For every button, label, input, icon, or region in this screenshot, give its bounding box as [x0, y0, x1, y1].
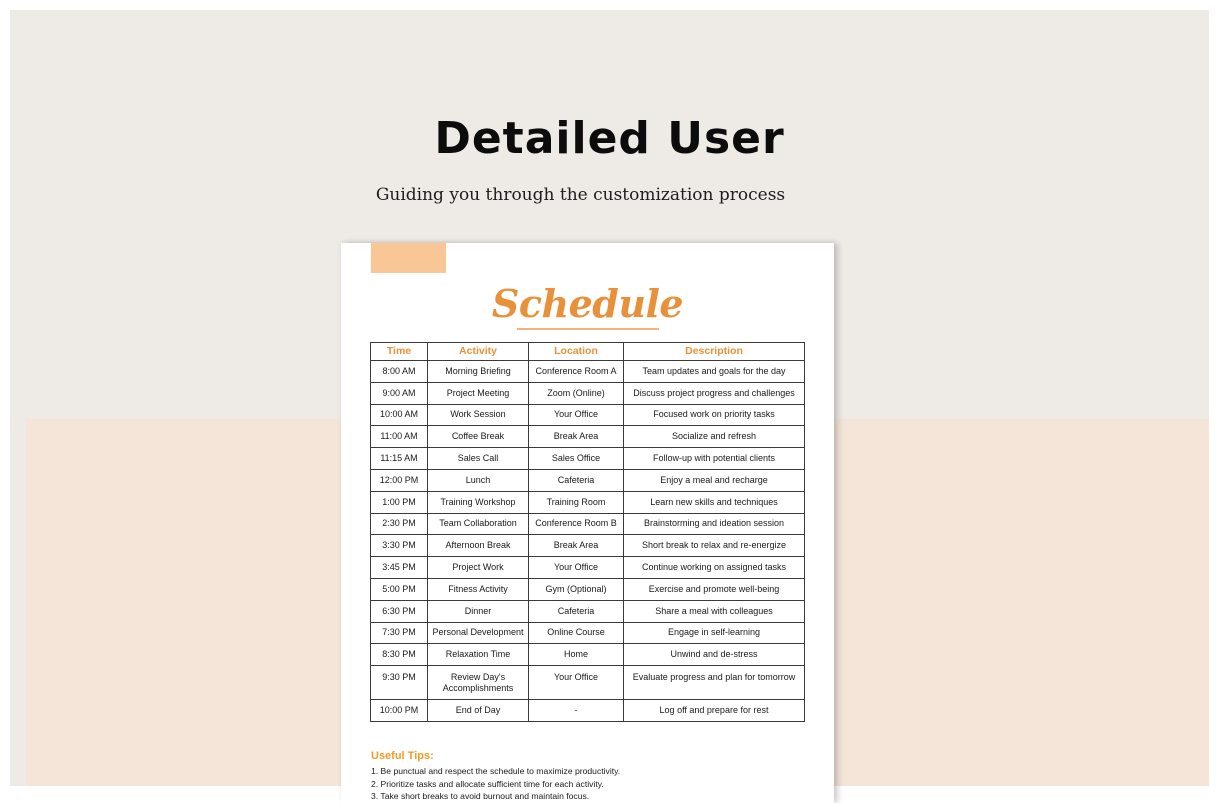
cell-activity: Review Day's Accomplishments	[428, 666, 529, 700]
header-description: Description	[624, 343, 805, 361]
cell-activity: Work Session	[428, 404, 529, 426]
cell-location: Online Course	[529, 622, 624, 644]
cell-activity: Fitness Activity	[428, 578, 529, 600]
schedule-table	[370, 342, 805, 722]
cell-activity: Personal Development	[428, 622, 529, 644]
cell-activity: Morning Briefing	[428, 361, 529, 383]
table-row	[371, 448, 805, 470]
cell-location: Break Area	[529, 535, 624, 557]
table-row	[371, 644, 805, 666]
table-row	[371, 578, 805, 600]
cell-activity: Dinner	[428, 600, 529, 622]
table-row	[371, 382, 805, 404]
cell-description: Focused work on priority tasks	[624, 404, 805, 426]
table-row	[371, 469, 805, 491]
cell-time: 11:15 AM	[371, 448, 428, 470]
table-row	[371, 513, 805, 535]
cell-time: 10:00 AM	[371, 404, 428, 426]
cell-activity: Sales Call	[428, 448, 529, 470]
tip-item: 1. Be punctual and respect the schedule to maximize productivity.	[371, 766, 621, 776]
cell-time: 8:30 PM	[371, 644, 428, 666]
cell-time: 3:45 PM	[371, 557, 428, 579]
cell-time: 1:00 PM	[371, 491, 428, 513]
table-header-row	[371, 343, 805, 361]
cell-time: 5:00 PM	[371, 578, 428, 600]
cell-location: Your Office	[529, 404, 624, 426]
cell-description: Exercise and promote well-being	[624, 578, 805, 600]
cell-activity: End of Day	[428, 700, 529, 722]
schedule-document	[341, 243, 834, 803]
cell-time: 10:00 PM	[371, 700, 428, 722]
cell-location: Sales Office	[529, 448, 624, 470]
cell-activity: Coffee Break	[428, 426, 529, 448]
cell-location: Your Office	[529, 557, 624, 579]
preview-frame	[10, 10, 1209, 801]
cell-location: Conference Room B	[529, 513, 624, 535]
cell-location: Gym (Optional)	[529, 578, 624, 600]
cell-description: Discuss project progress and challenges	[624, 382, 805, 404]
cell-activity: Project Meeting	[428, 382, 529, 404]
cell-activity: Project Work	[428, 557, 529, 579]
cell-location: Home	[529, 644, 624, 666]
cell-location: Zoom (Online)	[529, 382, 624, 404]
table-row	[371, 491, 805, 513]
cell-location: Cafeteria	[529, 600, 624, 622]
table-row	[371, 426, 805, 448]
cell-description: Continue working on assigned tasks	[624, 557, 805, 579]
cell-activity: Training Workshop	[428, 491, 529, 513]
document-title: Schedule	[491, 281, 684, 326]
table-row	[371, 700, 805, 722]
table-row	[371, 600, 805, 622]
cell-location: Your Office	[529, 666, 624, 700]
cell-time: 7:30 PM	[371, 622, 428, 644]
header-time: Time	[371, 343, 428, 361]
cell-time: 3:30 PM	[371, 535, 428, 557]
hero-title: Detailed User	[434, 113, 785, 164]
tips-list	[371, 765, 620, 803]
cell-activity: Afternoon Break	[428, 535, 529, 557]
cell-time: 8:00 AM	[371, 361, 428, 383]
cell-location: Break Area	[529, 426, 624, 448]
cell-description: Engage in self-learning	[624, 622, 805, 644]
table-row	[371, 535, 805, 557]
table-row	[371, 622, 805, 644]
cell-description: Enjoy a meal and recharge	[624, 469, 805, 491]
cell-description: Follow-up with potential clients	[624, 448, 805, 470]
table-row	[371, 404, 805, 426]
cell-time: 6:30 PM	[371, 600, 428, 622]
cell-description: Brainstorming and ideation session	[624, 513, 805, 535]
cell-location: -	[529, 700, 624, 722]
cell-description: Learn new skills and techniques	[624, 491, 805, 513]
tip-item: 3. Take short breaks to avoid burnout and maintain focus.	[371, 791, 590, 801]
title-underline	[517, 328, 659, 330]
table-row	[371, 666, 805, 700]
cell-description: Share a meal with colleagues	[624, 600, 805, 622]
cell-time: 12:00 PM	[371, 469, 428, 491]
tip-item: 2. Prioritize tasks and allocate sufficient time for each activity.	[371, 778, 604, 789]
table-row	[371, 361, 805, 383]
cell-description: Team updates and goals for the day	[624, 361, 805, 383]
cell-activity: Relaxation Time	[428, 644, 529, 666]
cell-activity: Team Collaboration	[428, 513, 529, 535]
cell-location: Conference Room A	[529, 361, 624, 383]
hero-subtitle: Guiding you through the customization process	[375, 185, 786, 205]
cell-time: 2:30 PM	[371, 513, 428, 535]
cell-location: Training Room	[529, 491, 624, 513]
cell-location: Cafeteria	[529, 469, 624, 491]
cell-description: Evaluate progress and plan for tomorrow	[624, 666, 805, 700]
table-row	[371, 557, 805, 579]
cell-description: Log off and prepare for rest	[624, 700, 805, 722]
document-accent-tab	[371, 243, 446, 273]
tips-heading: Useful Tips:	[371, 750, 434, 762]
cell-description: Short break to relax and re-energize	[624, 535, 805, 557]
cell-activity: Lunch	[428, 469, 529, 491]
cell-description: Unwind and de-stress	[624, 644, 805, 666]
header-activity: Activity	[428, 343, 529, 361]
cell-time: 9:00 AM	[371, 382, 428, 404]
cell-description: Socialize and refresh	[624, 426, 805, 448]
header-location: Location	[529, 343, 624, 361]
cell-time: 9:30 PM	[371, 666, 428, 700]
cell-time: 11:00 AM	[371, 426, 428, 448]
